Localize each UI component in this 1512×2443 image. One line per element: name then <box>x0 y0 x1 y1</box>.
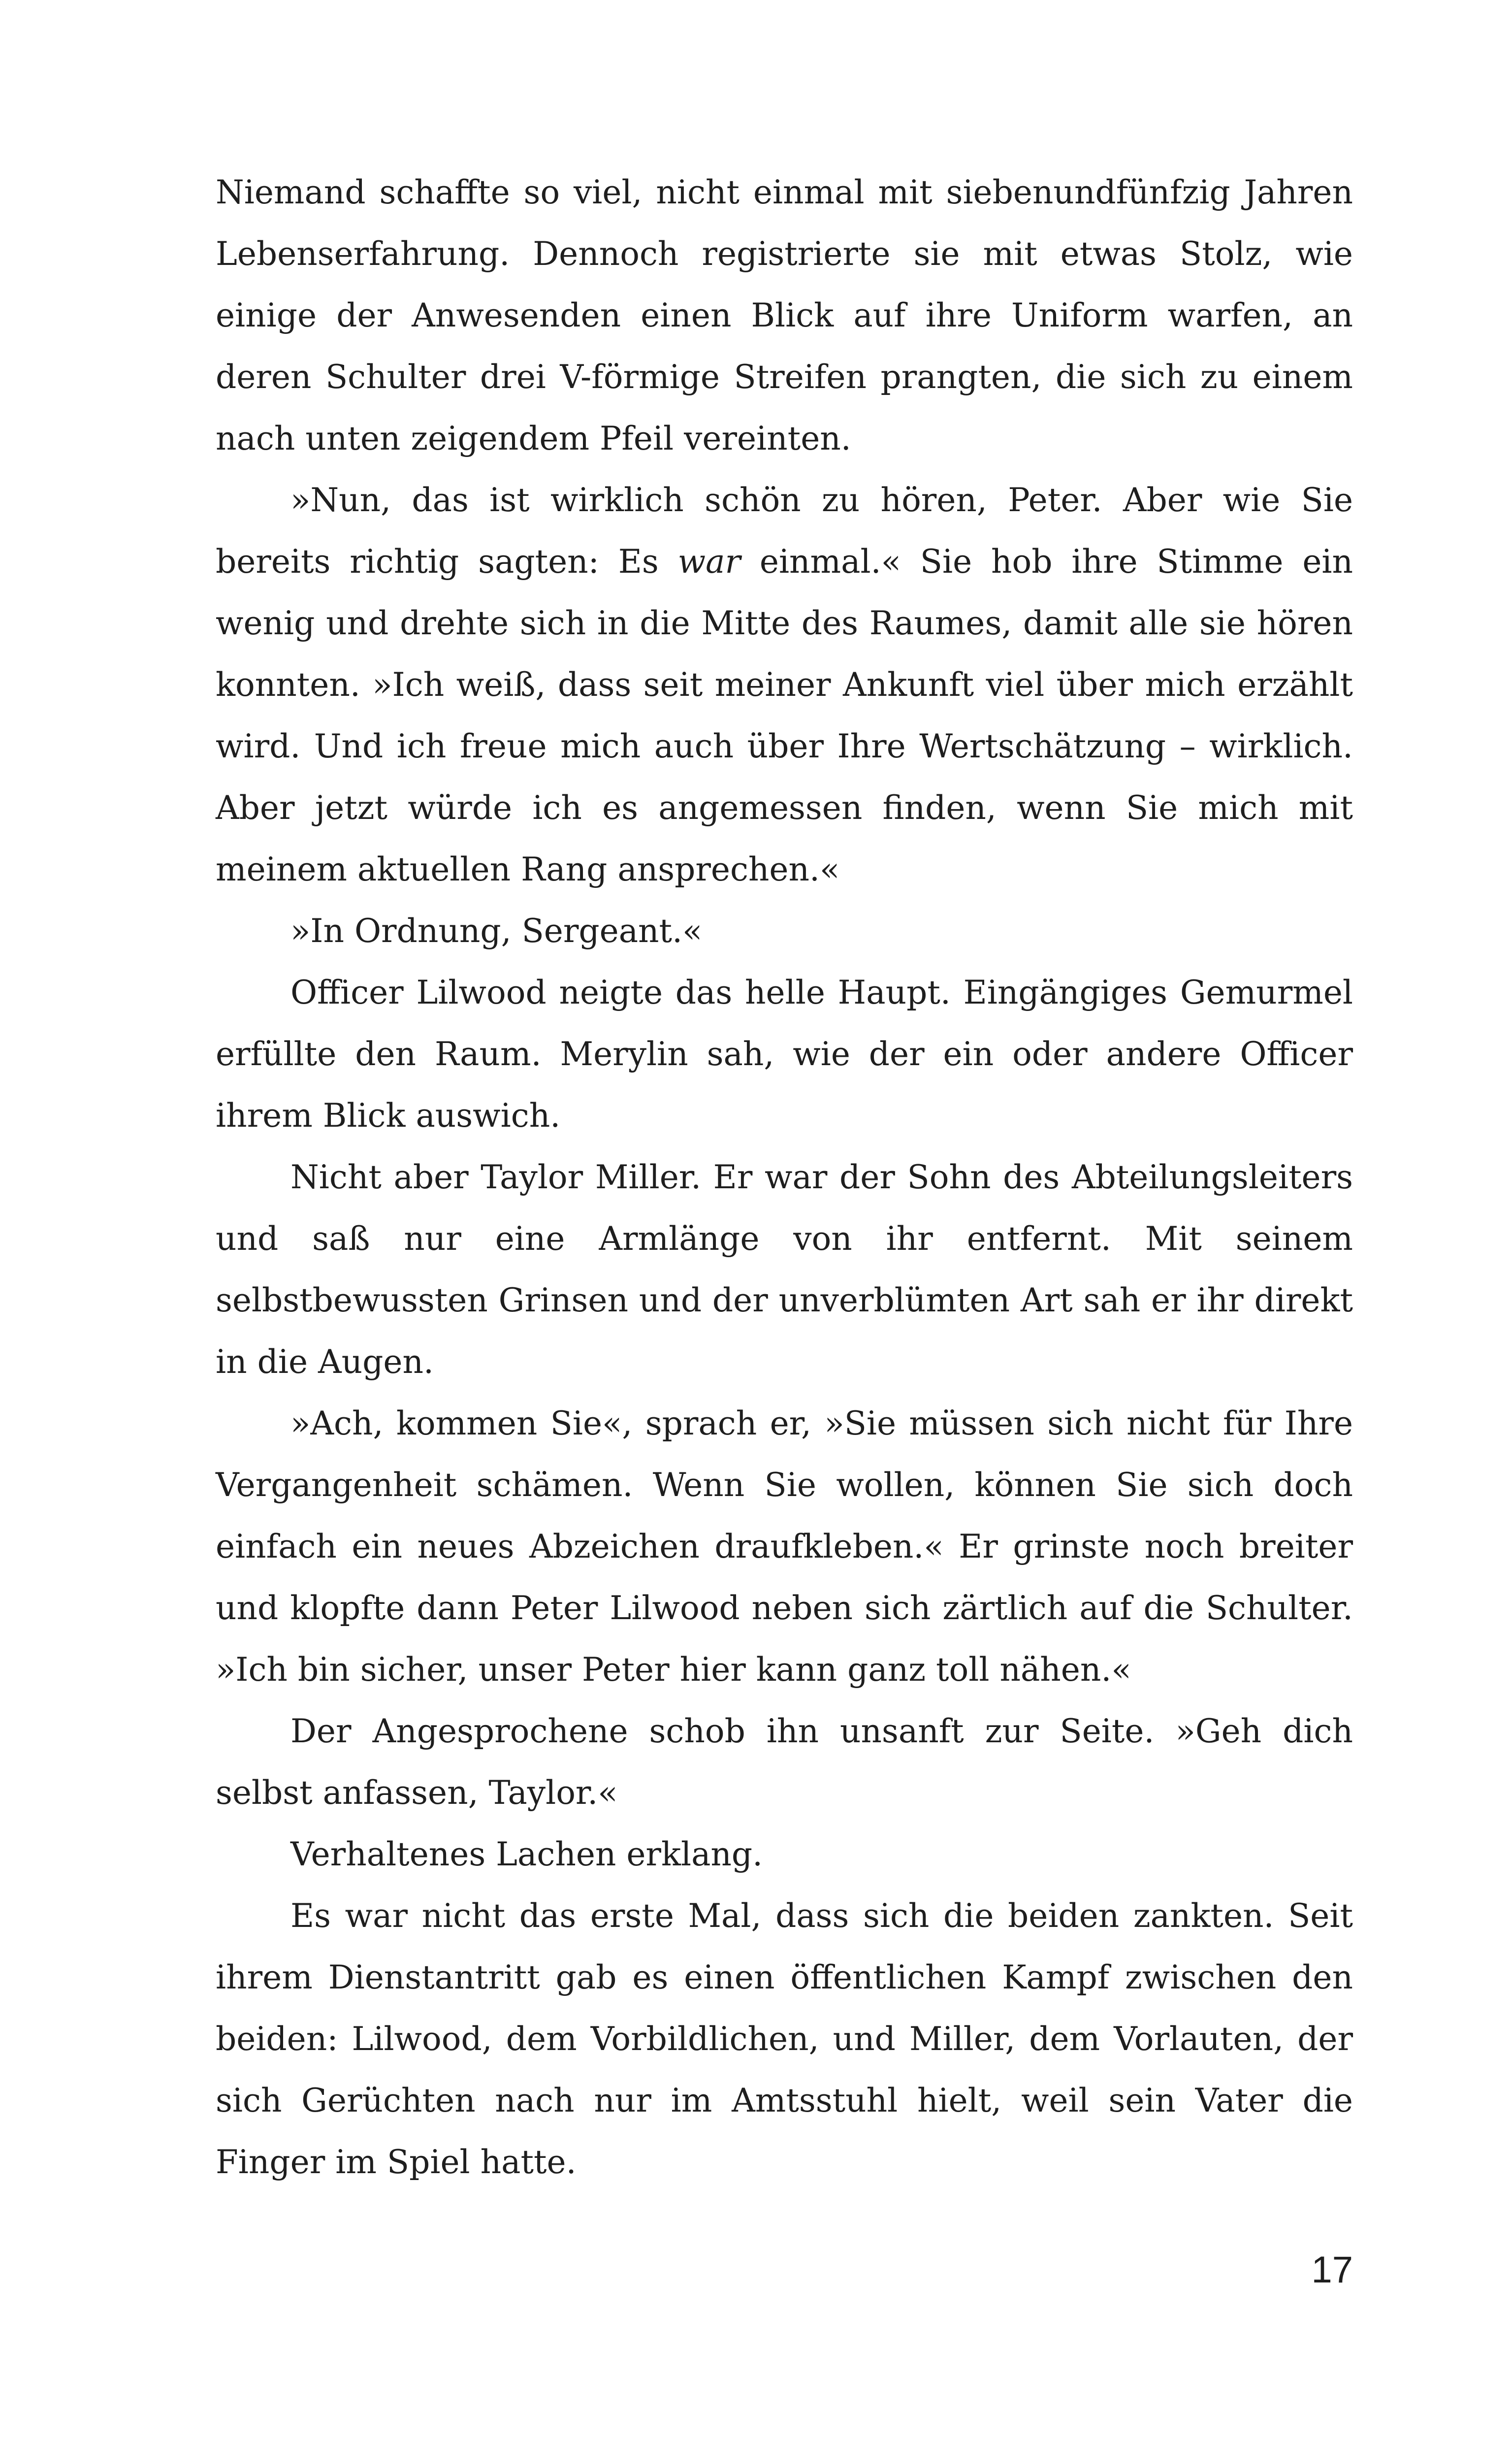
paragraph: Niemand schaffte so viel, nicht einmal mit siebenundfünfzig Jahren Lebenserfahrung. Dennoch registrierte sie mit etwas Stolz, wie einige der Anwesenden einen Blick auf ihre Uniform warfen, an deren Schulter drei V-förmige Streifen prangten, die sich zu einem nach unten zeigendem Pfeil vereinten. <box>216 173 1353 457</box>
emphasized-word: war <box>677 543 741 581</box>
paragraph: Nicht aber Taylor Miller. Er war der Sohn des Abteilungsleiters und saß nur eine Armlänge von ihr entfernt. Mit seinem selbstbewussten Grinsen und der unverblümten Art sah er ihr direkt in die Augen. <box>216 1158 1353 1381</box>
paragraph: »Ach, kommen Sie«, sprach er, »Sie müssen sich nicht für Ihre Vergangenheit schämen. Wenn Sie wollen, können Sie sich doch einfach ein neues Abzeichen draufkleben.« Er grinste noch breiter und klopfte dann Peter Lilwood neben sich zärtlich auf die Schulter. »Ich bin sicher, unser Peter hier kann ganz toll nähen.« <box>216 1404 1353 1689</box>
body-text <box>216 162 1353 2193</box>
paragraph <box>216 469 1353 900</box>
paragraph: Es war nicht das erste Mal, dass sich die beiden zankten. Seit ihrem Dienstantritt gab es einen öffentlichen Kampf zwischen den beiden: Lilwood, dem Vorbildlichen, und Miller, dem Vorlauten, der sich Gerüchten nach nur im Amtsstuhl hielt, weil sein Vater die Finger im Spiel hatte. <box>216 1897 1353 2181</box>
paragraph: Der Angesprochene schob ihn unsanft zur Seite. »Geh dich selbst anfassen, Taylor.« <box>216 1712 1353 1812</box>
paragraph-text: einmal.« Sie hob ihre Stimme ein wenig und drehte sich in die Mitte des Raumes, damit alle sie hören konnten. »Ich weiß, dass seit meiner Ankunft viel über mich erzählt wird. Und ich freue mich auch über Ihre Wertschätzung – wirklich. Aber jetzt würde ich es angemessen finden, wenn Sie mich mit meinem aktuellen Rang ansprechen.« <box>216 543 1353 888</box>
paragraph: »In Ordnung, Sergeant.« <box>290 912 703 950</box>
paragraph: Officer Lilwood neigte das helle Haupt. Eingängiges Gemurmel erfüllte den Raum. Merylin sah, wie der ein oder andere Officer ihrem Blick auswich. <box>216 974 1353 1135</box>
paragraph-text: »Nun, das ist wirklich schön zu hören, Peter. Aber wie Sie bereits richtig sagten: Es <box>216 481 1353 581</box>
page-number: 17 <box>1311 2249 1353 2291</box>
paragraph: Verhaltenes Lachen erklang. <box>290 1835 763 1873</box>
